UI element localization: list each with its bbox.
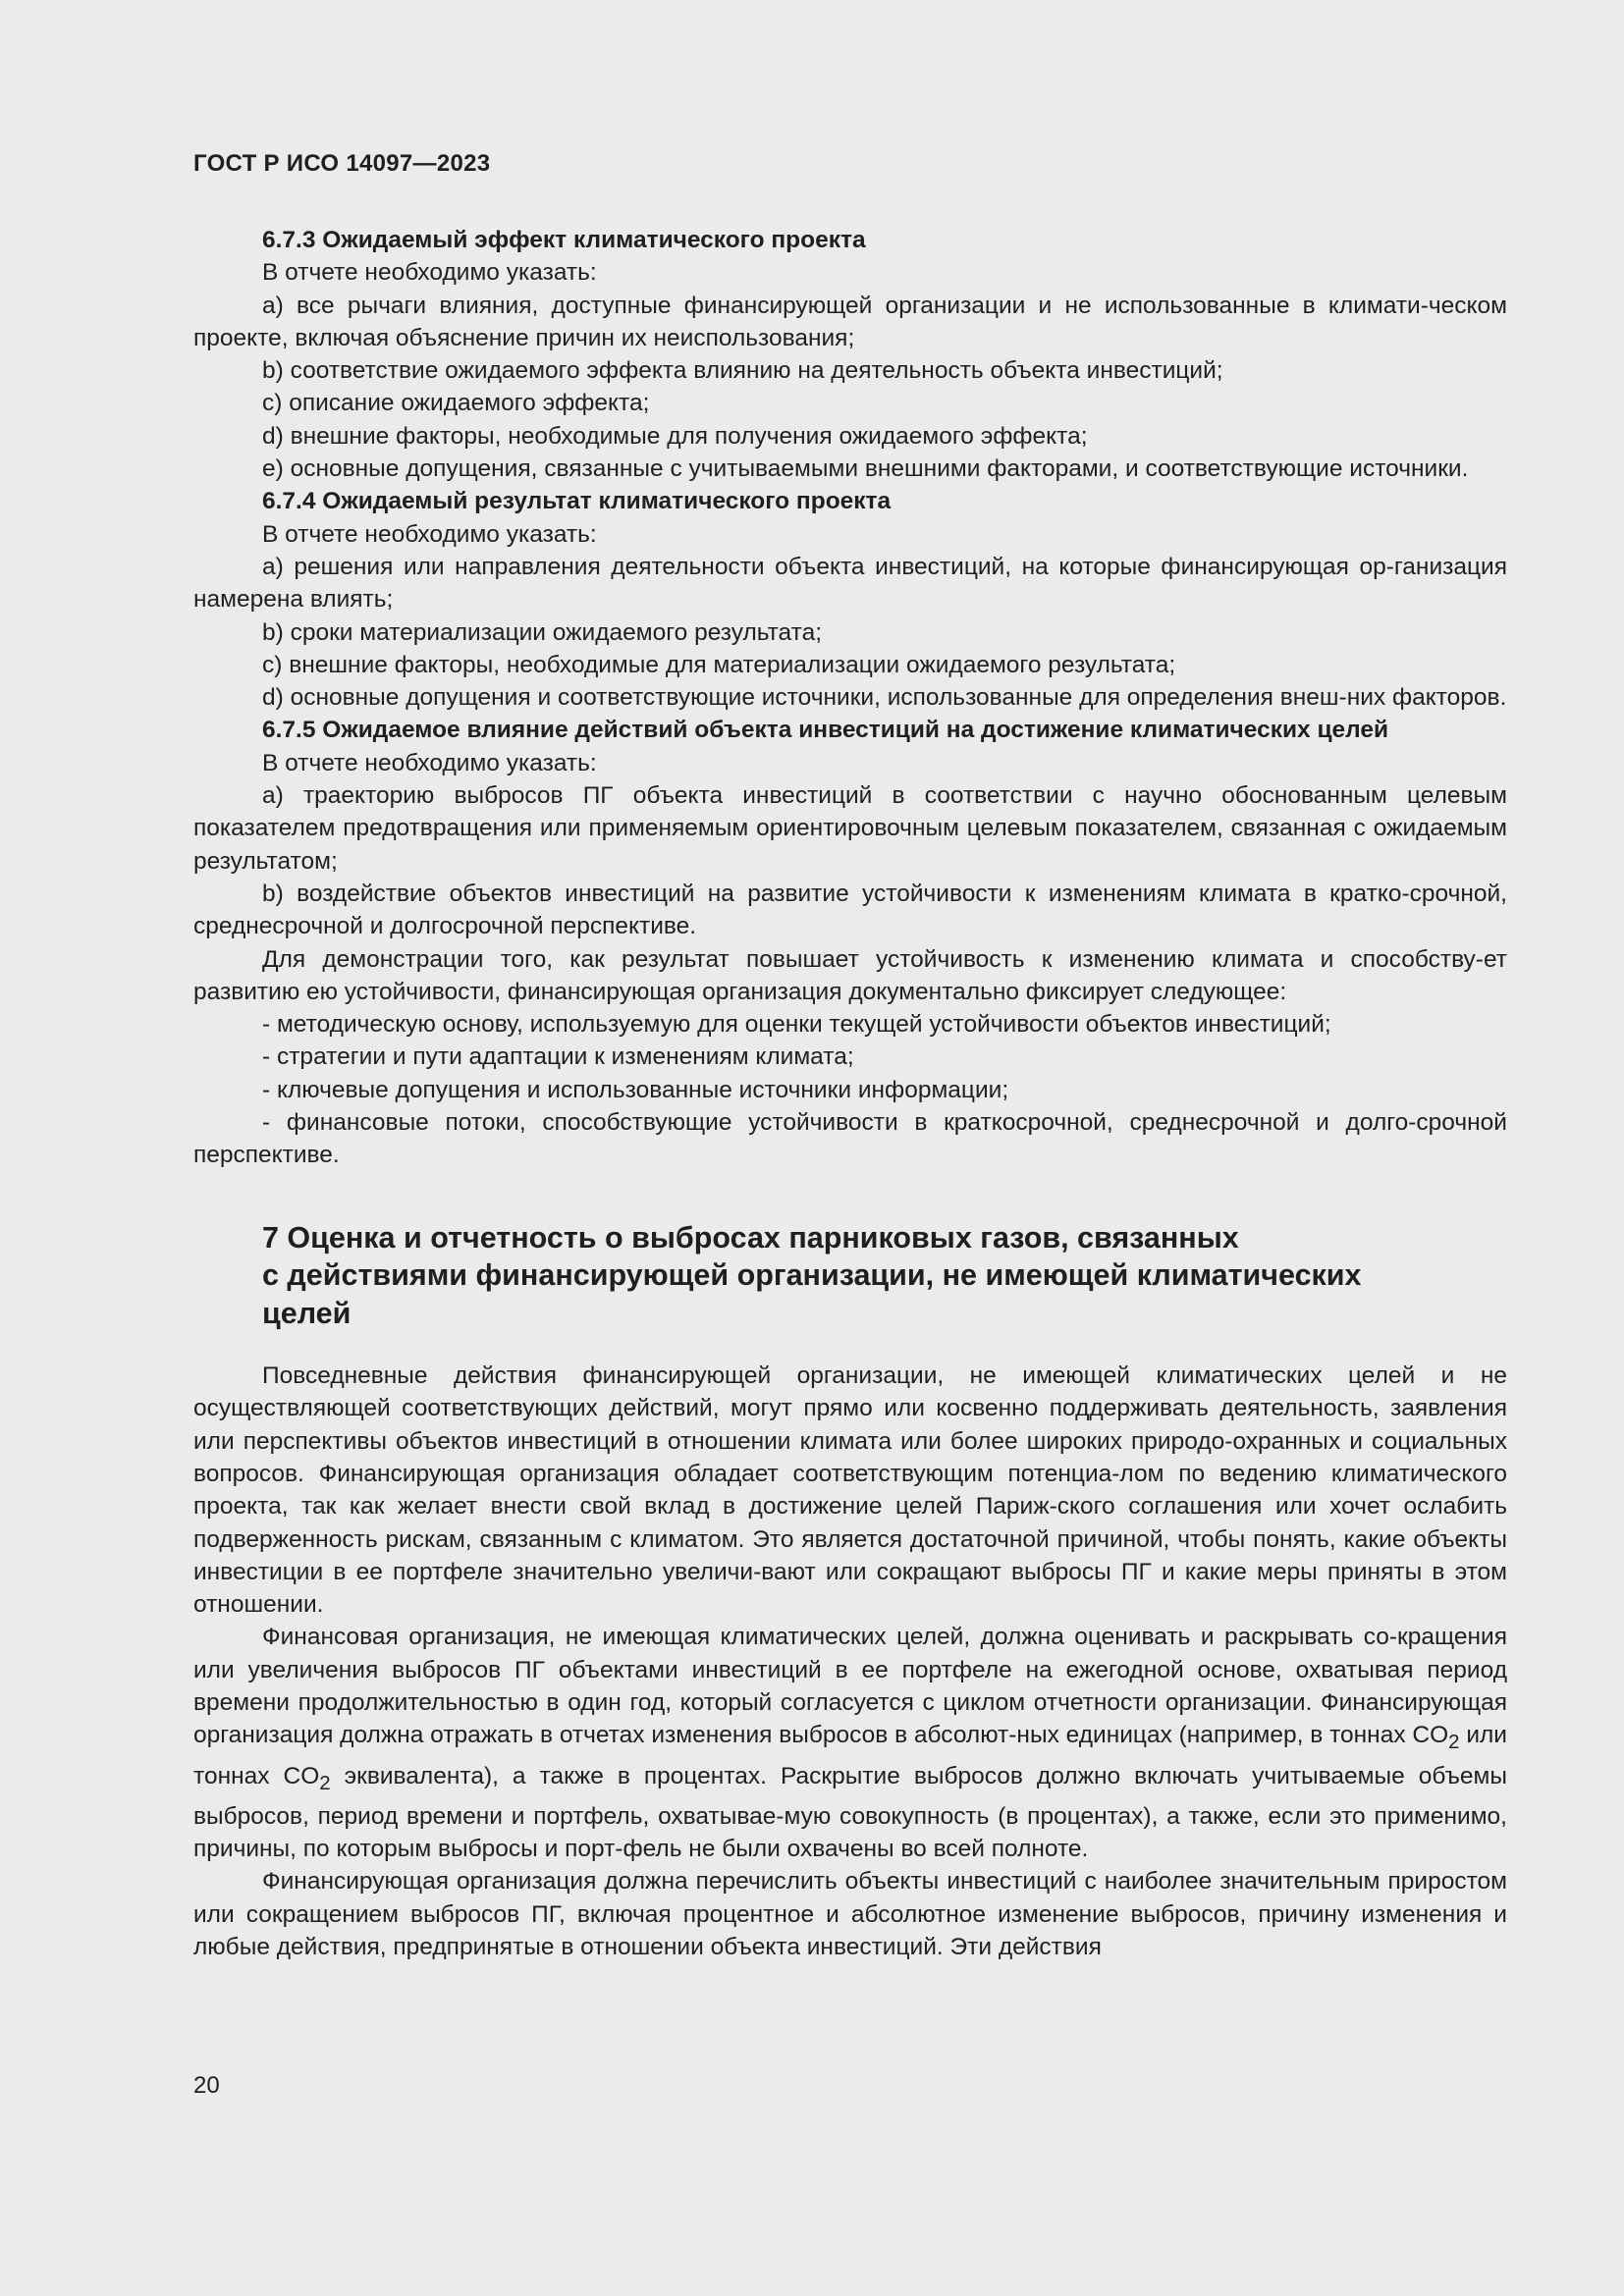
list-item: b) соответствие ожидаемого эффекта влиянию на деятельность объекта инвестиций;	[262, 357, 1223, 385]
list-item: c) описание ожидаемого эффекта;	[262, 390, 650, 417]
subsection-intro: В отчете необходимо указать:	[262, 749, 597, 776]
body-paragraph: Повседневные действия финансирующей организации, не имеющей климатических целей и не осуществляющей соответствующих действий, могут прямо или косвенно поддерживать деятельность, заявления или перспективы объектов инвестиций в отношении климата или более широких природо-охранных и социальных вопросов. Финансирующая организация обладает соответствующим потенциа-лом по ведению климатического проекта, так как желает внести свой вклад в достижение целей Париж-ского соглашения или хочет ослабить подверженность рискам, связанным с климатом. Это является достаточной причиной, чтобы понять, какие объекты инвестиции в ее портфеле значительно увеличи-вают или сокращают выбросы ПГ и какие меры приняты в этом отношении.	[193, 1362, 1507, 1619]
body-paragraph	[193, 1621, 1507, 1865]
dash-list-item: - финансовые потоки, способствующие устойчивости в краткосрочной, среднесрочной и долго-срочной перспективе.	[193, 1109, 1507, 1169]
list-item: a) все рычаги влияния, доступные финансирующей организации и не использованные в климати-ческом проекте, включая объяснение причин их неиспользования;	[193, 292, 1507, 351]
subsection-heading-6-7-3: 6.7.3 Ожидаемый эффект климатического проекта	[262, 227, 866, 253]
list-item: a) траекторию выбросов ПГ объекта инвестиций в соответствии с научно обоснованным целевым показателем предотвращения или применяемым ориентировочным целевым показателем, связанная с ожидаемым результатом;	[193, 782, 1507, 875]
subsection-intro: В отчете необходимо указать:	[262, 520, 597, 548]
subsection-intro: В отчете необходимо указать:	[262, 259, 597, 287]
dash-list-item: - ключевые допущения и использованные источники информации;	[262, 1076, 1009, 1103]
subscript: 2	[319, 1772, 331, 1794]
list-item: a) решения или направления деятельности объекта инвестиций, на которые финансирующая ор-ганизация намерена влиять;	[193, 553, 1507, 614]
section-heading-line: 7 Оценка и отчетность о выбросах парниковых газов, связанных	[262, 1220, 1239, 1255]
subsection-heading-6-7-4: 6.7.4 Ожидаемый результат климатического проекта	[262, 488, 892, 515]
subscript: 2	[1448, 1732, 1460, 1754]
list-item: b) сроки материализации ожидаемого результата;	[262, 618, 823, 646]
list-item: d) основные допущения и соответствующие источники, использованные для определения внеш-них факторов.	[262, 684, 1507, 712]
section-heading-line: целей	[262, 1296, 352, 1330]
page-number: 20	[193, 2072, 220, 2099]
paragraph-text: Финансовая организация, не имеющая климатических целей, должна оценивать и раскрывать со-кращения или увеличения выбросов ПГ объектами инвестиций в ее портфеле на ежегодной основе, охватывая период времени продолжительностью в один год, который согласуется с циклом отчетности организации. Финансирующая организация должна отражать в отчетах изменения выбросов в абсолют-ных единицах (например, в тоннах CO	[193, 1624, 1507, 1749]
document-id-header: ГОСТ Р ИСО 14097—2023	[193, 150, 491, 177]
dash-list-item: - методическую основу, используемую для оценки текущей устойчивости объектов инвестиций;	[262, 1011, 1331, 1039]
section-heading-7	[193, 1219, 1507, 1333]
list-item: d) внешние факторы, необходимые для получения ожидаемого эффекта;	[262, 422, 1088, 450]
body-paragraph: Для демонстрации того, как результат повышает устойчивость к изменению климата и способству-ет развитию ею устойчивости, финансирующая организация документально фиксирует следующее:	[193, 945, 1507, 1005]
paragraph-text: эквивалента), а также в процентах. Раскрытие выбросов должно включать учитываемые объемы выбросов, период времени и портфель, охватывае-мую совокупность (в процентах), а также, если это применимо, причины, по которым выбросы и порт-фель не были охвачены во всей полноте.	[193, 1762, 1507, 1863]
section-heading-line: с действиями финансирующей организации, не имеющей климатических	[262, 1258, 1362, 1293]
body-paragraph: Финансирующая организация должна перечислить объекты инвестиций с наиболее значительным приростом или сокращением выбросов ПГ, включая процентное и абсолютное изменение выбросов, причину изменения и любые действия, предпринятые в отношении объекта инвестиций. Эти действия	[193, 1868, 1507, 1960]
list-item: c) внешние факторы, необходимые для материализации ожидаемого результата;	[262, 651, 1176, 678]
document-body	[193, 224, 1507, 1963]
subsection-heading-6-7-5: 6.7.5 Ожидаемое влияние действий объекта инвестиций на достижение климатических целей	[262, 717, 1389, 744]
list-item: e) основные допущения, связанные с учитываемыми внешними факторами, и соответствующие источники.	[262, 455, 1469, 483]
paragraph-text: или тоннах CO	[193, 1722, 1507, 1789]
list-item: b) воздействие объектов инвестиций на развитие устойчивости к изменениям климата в кратко-срочной, среднесрочной и долгосрочной перспективе.	[193, 880, 1507, 940]
dash-list-item: - стратегии и пути адаптации к изменениям климата;	[262, 1043, 854, 1071]
